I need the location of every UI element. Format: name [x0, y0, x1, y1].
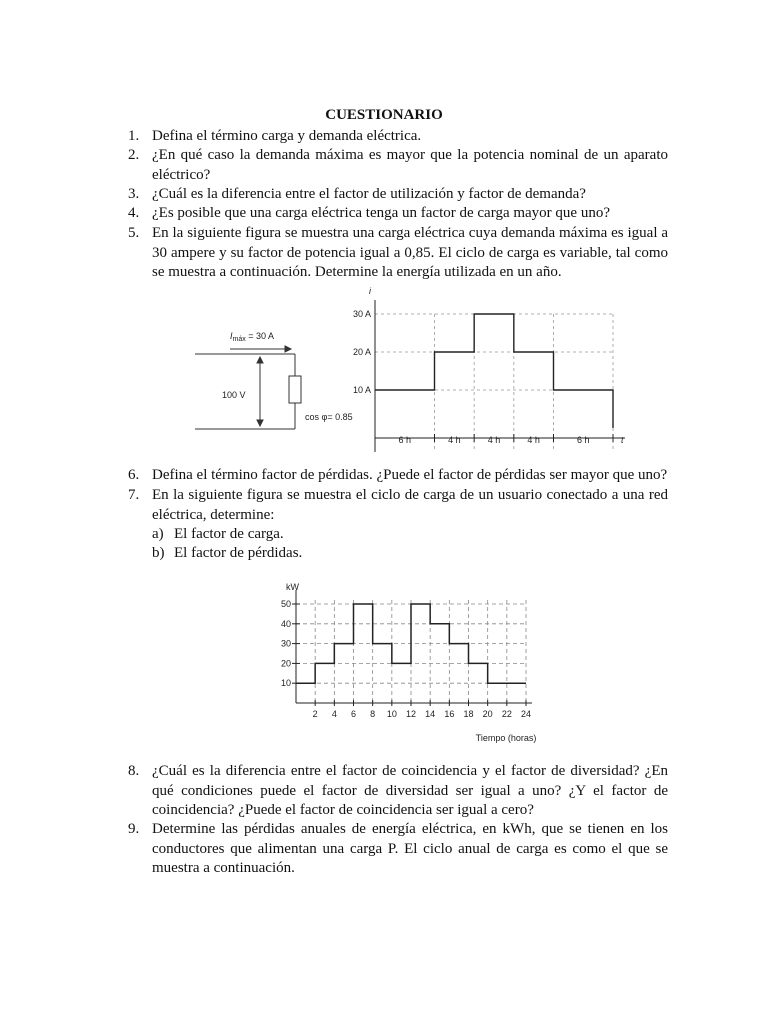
x-axis-label: t — [621, 435, 624, 445]
current-subscript: máx — [232, 336, 246, 343]
load-current-series — [375, 314, 613, 428]
x-tick-label: 6 — [350, 709, 357, 719]
circuit-diagram — [195, 346, 301, 429]
kw-cycle-chart — [281, 582, 536, 743]
question-number: 2. — [128, 147, 140, 163]
question-number: 3. — [128, 186, 140, 202]
y-tick-label: 40 — [280, 618, 291, 629]
question-text: ¿En qué caso la demanda máxima es mayor que la potencia nominal de un aparato eléctrico? — [152, 147, 668, 183]
question-number: 8. — [128, 763, 140, 779]
current-label — [230, 331, 274, 343]
segment-duration-label: 6 h — [398, 435, 412, 445]
subitem-b — [152, 544, 302, 564]
x-tick-label: 8 — [370, 709, 376, 719]
segment-duration-label: 4 h — [448, 435, 461, 445]
figure-load-cycle-current — [185, 280, 645, 460]
subitem-text: El factor de pérdidas. — [174, 545, 303, 561]
question-text: Defina el término carga y demanda eléctrica. — [152, 128, 422, 144]
current-arrowhead — [285, 346, 291, 352]
segment-duration-label: 6 h — [576, 435, 590, 445]
x-axis-label: Tiempo (horas) — [475, 733, 537, 743]
x-tick-label: 20 — [482, 709, 493, 719]
x-tick-label: 16 — [444, 709, 455, 719]
voltage-arrowhead-up — [257, 357, 263, 363]
current-cycle-chart — [353, 286, 625, 452]
question-number: 9. — [128, 821, 140, 837]
question-text: ¿Es posible que una carga eléctrica tenga un factor de carga mayor que uno? — [152, 205, 610, 221]
y-tick-label: 30 A — [352, 309, 371, 319]
x-tick-label: 24 — [520, 709, 532, 719]
current-symbol: I — [230, 331, 233, 341]
question-number: 1. — [128, 128, 140, 144]
x-tick-label: 2 — [312, 709, 318, 719]
x-tick-label: 12 — [405, 709, 417, 719]
subitem-a — [152, 525, 284, 545]
x-tick-label: 18 — [463, 709, 474, 719]
figure-load-cycle-kw — [262, 578, 552, 750]
question-text: En la siguiente figura se muestra una carga eléctrica cuya demanda máxima es igual a 30 ampere y su factor de potencia igual a 0,85. El ciclo de carga es variable, tal como se muestra a continuación. Determine la energía utilizada en un año. — [152, 225, 668, 280]
subitem-label: a) — [152, 526, 164, 542]
question-number: 6. — [128, 467, 140, 483]
question-text: ¿Cuál es la diferencia entre el factor de coincidencia y el factor de diversidad? ¿En qué condiciones puede el factor de diversidad ser igual a uno? ¿Y el factor de coincidencia? ¿Puede el factor de coincidencia ser igual a cero? — [152, 763, 668, 818]
y-tick-label: 50 — [280, 599, 291, 609]
question-text: ¿Cuál es la diferencia entre el factor de utilización y factor de demanda? — [152, 186, 586, 202]
question-number: 5. — [128, 225, 140, 241]
resistor-icon — [289, 376, 301, 403]
subitem-text: El factor de carga. — [174, 526, 284, 542]
voltage-arrowhead-down — [257, 420, 263, 426]
y-tick-label: 10 — [280, 678, 291, 689]
power-factor-label: cos φ= 0.85 — [305, 412, 353, 422]
x-tick-label: 10 — [386, 709, 397, 719]
question-number: 4. — [128, 205, 140, 221]
x-tick-label: 4 — [331, 709, 337, 719]
x-tick-label: 14 — [425, 709, 436, 719]
subitem-label: b) — [152, 545, 165, 561]
y-axis-label: kW — [286, 582, 299, 592]
page-title: CUESTIONARIO — [325, 107, 443, 123]
y-tick-label: 20 A — [352, 347, 371, 357]
voltage-label: 100 V — [222, 390, 246, 400]
question-text: Defina el término factor de pérdidas. ¿Puede el factor de pérdidas ser mayor que uno? — [152, 467, 668, 483]
y-axis-label: i — [369, 286, 371, 296]
y-tick-label: 10 A — [352, 385, 371, 395]
question-text: Determine las pérdidas anuales de energía eléctrica, en kWh, que se tienen en los conductores que alimentan una carga P. El ciclo anual de carga es como el que se muestra a continuación. — [152, 821, 668, 876]
segment-duration-label: 4 h — [527, 435, 540, 445]
question-number: 7. — [128, 487, 140, 503]
x-tick-label: 22 — [501, 709, 512, 719]
y-tick-label: 20 — [280, 658, 291, 669]
segment-duration-label: 4 h — [487, 435, 501, 445]
current-value: = 30 A — [245, 331, 275, 341]
y-tick-label: 30 — [280, 638, 291, 649]
question-text: En la siguiente figura se muestra el ciclo de carga de un usuario conectado a una red eléctrica, determine: — [152, 487, 668, 523]
